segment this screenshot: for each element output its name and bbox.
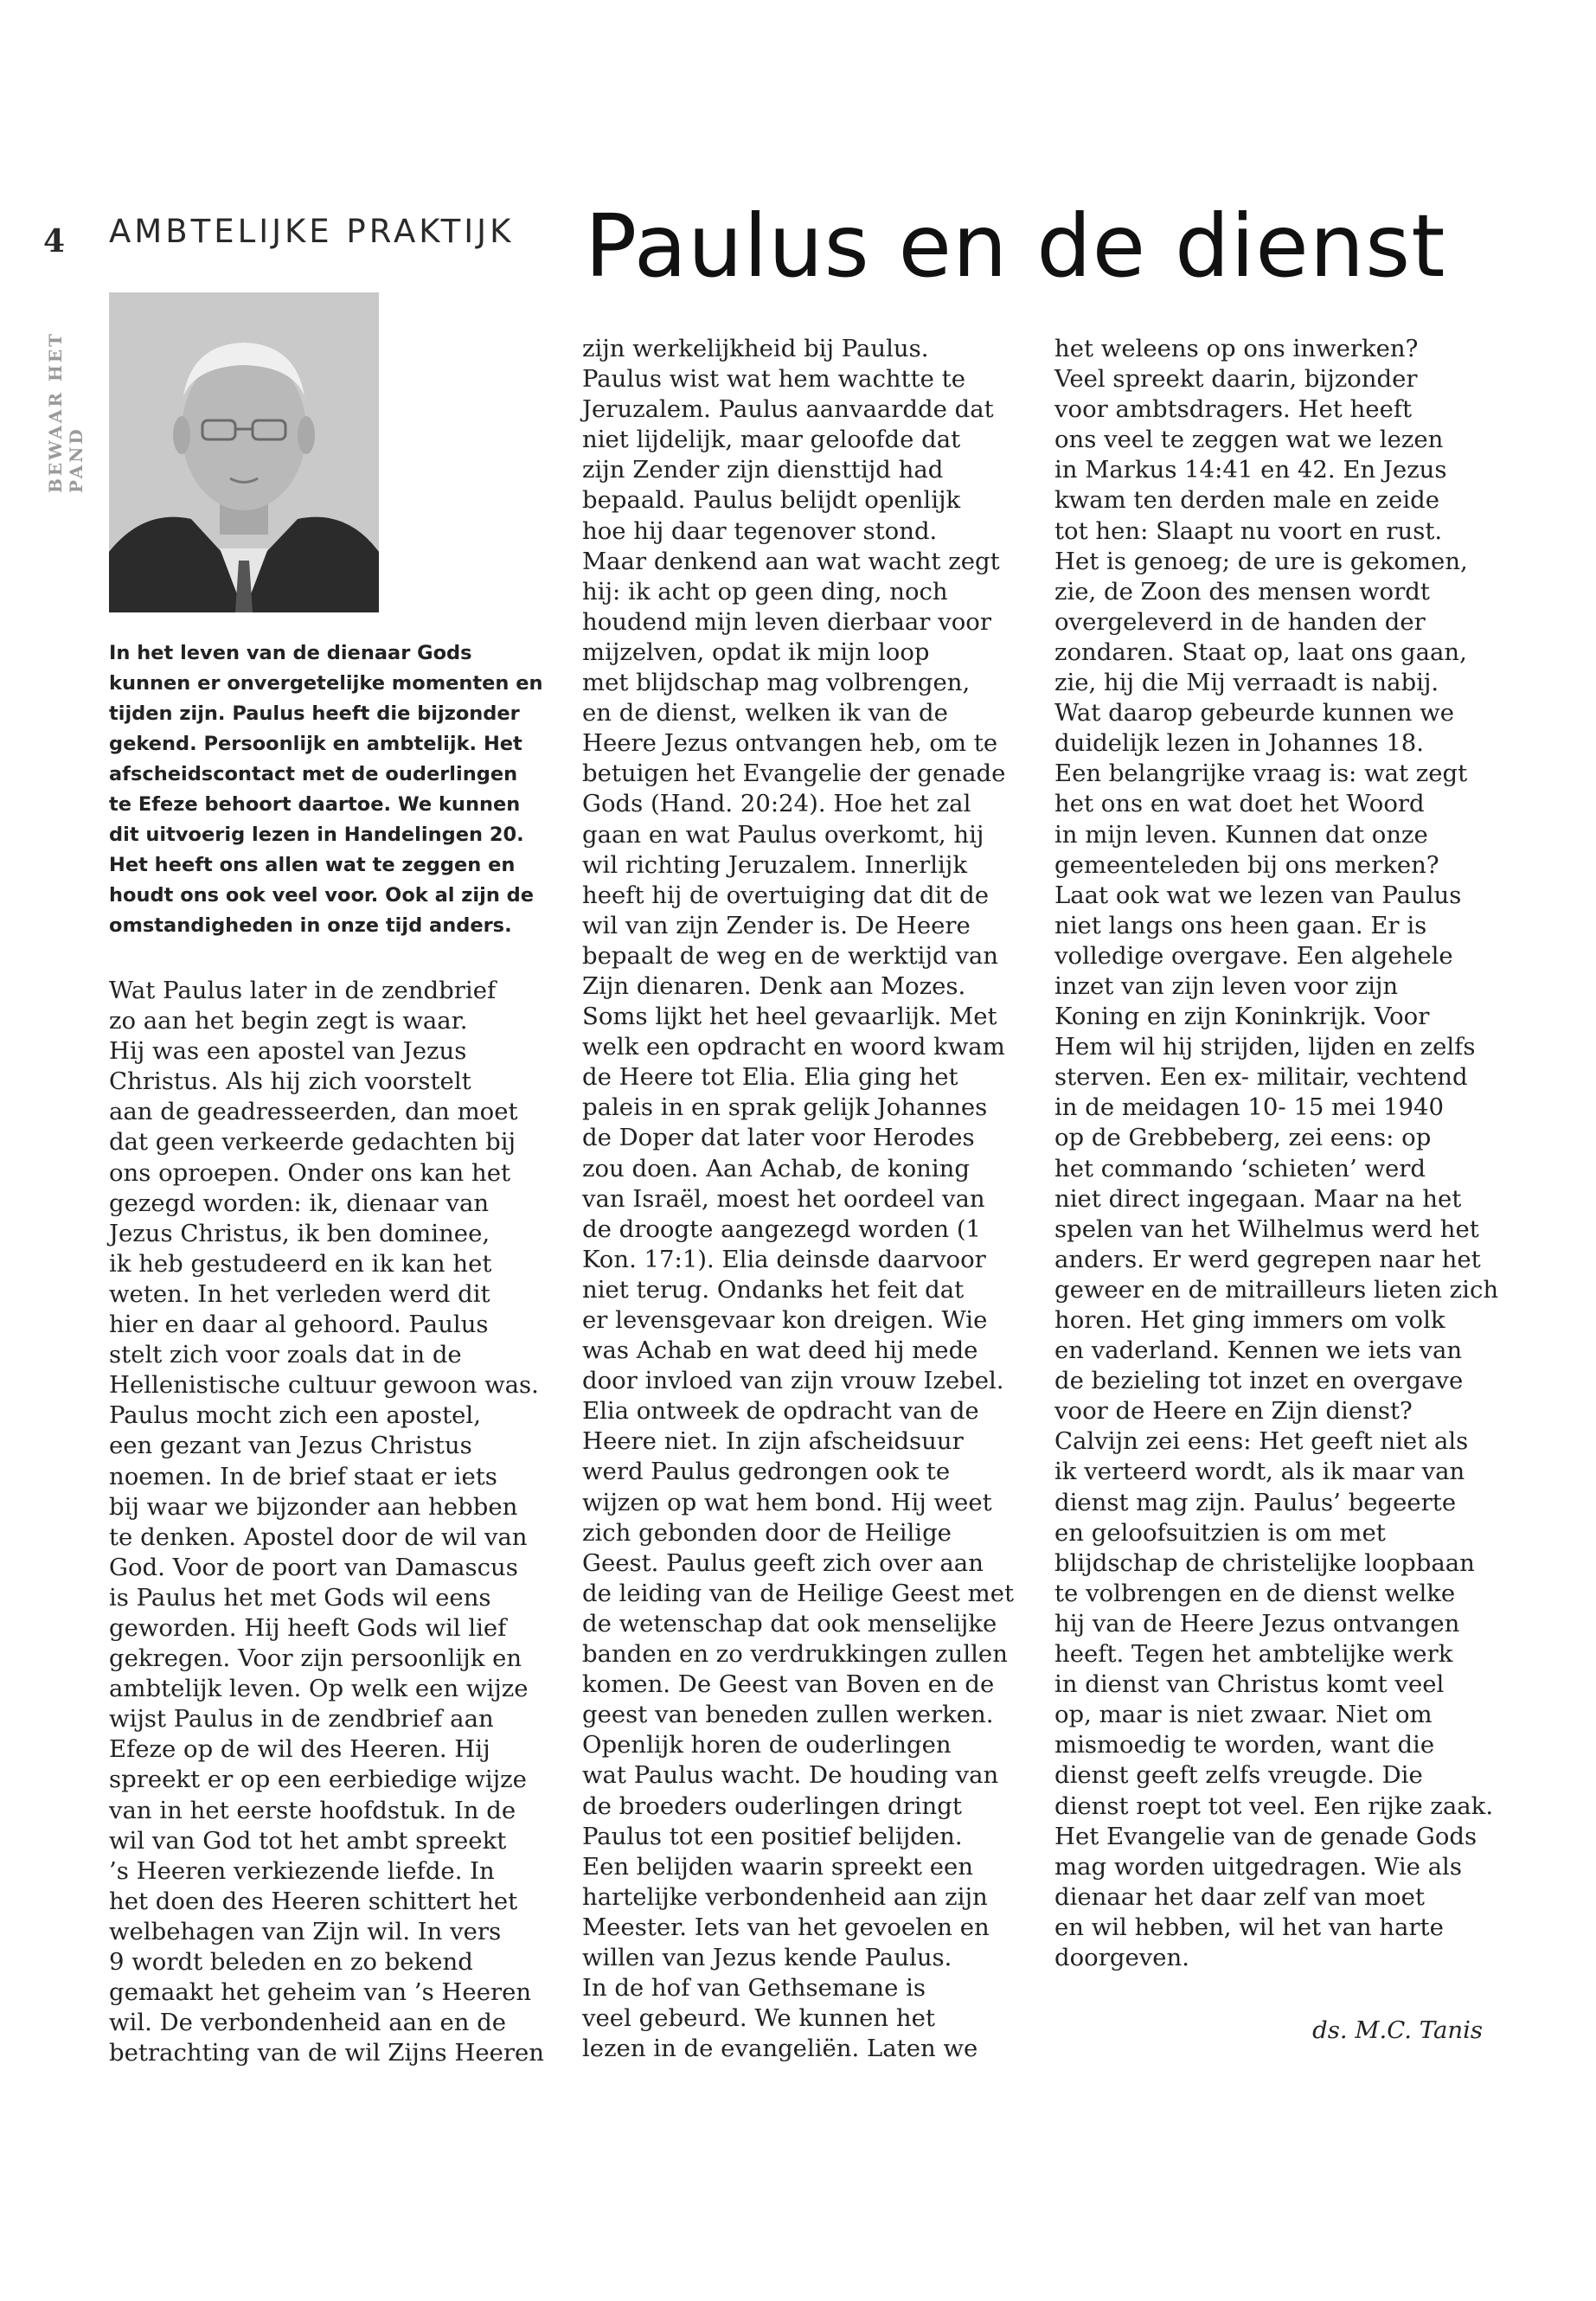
text-line: op de Grebbeberg, zei eens: op	[1054, 1124, 1432, 1152]
text-line: Het is genoeg; de ure is gekomen,	[1054, 547, 1468, 575]
text-line: Heere niet. In zijn afscheidsuur	[582, 1427, 964, 1456]
text-line: zou doen. Aan Achab, de koning	[582, 1154, 970, 1183]
text-line: de wetenschap dat ook menselijke	[582, 1609, 997, 1638]
text-line: ons veel te zeggen wat we lezen	[1054, 426, 1444, 454]
text-line: kunnen er onvergetelijke momenten en	[109, 672, 543, 695]
text-line: zie, hij die Mij verraadt is nabij.	[1054, 669, 1439, 697]
text-line: niet lijdelijk, maar geloofde dat	[582, 426, 961, 454]
text-line: te denken. Apostel door de wil van	[109, 1522, 528, 1551]
text-line: er levensgevaar kon dreigen. Wie	[582, 1306, 988, 1334]
text-line: in de meidagen 10- 15 mei 1940	[1054, 1093, 1444, 1122]
text-line: geest van beneden zullen werken.	[582, 1701, 994, 1729]
text-line: houdt ons ook veel voor. Ook al zijn de	[109, 884, 535, 907]
text-line: Maar denkend aan wat wacht zegt	[582, 547, 1000, 575]
text-line: wil richting Jeruzalem. Innerlijk	[582, 850, 967, 879]
text-line: gemaakt het geheim van ’s Heeren	[109, 1978, 532, 2007]
text-line: blijdschap de christelijke loopbaan	[1054, 1548, 1475, 1577]
text-line: ambtelijk leven. Op welk een wijze	[109, 1675, 529, 1703]
text-line: Paulus mocht zich een apostel,	[109, 1401, 481, 1430]
text-line: niet direct ingegaan. Maar na het	[1054, 1184, 1462, 1213]
text-line: inzet van zijn leven voor zijn	[1054, 971, 1399, 1000]
text-line: de broeders ouderlingen dringt	[582, 1791, 962, 1820]
text-line: voor ambtsdragers. Het heeft	[1054, 395, 1413, 424]
text-line: niet terug. Ondanks het feit dat	[582, 1275, 965, 1304]
text-line: komen. De Geest van Boven en de	[582, 1670, 995, 1699]
text-line: en de dienst, welken ik van de	[582, 699, 948, 727]
text-line: spreekt er op een eerbiedige wijze	[109, 1766, 527, 1794]
text-line: ik verteerd wordt, als ik maar van	[1054, 1458, 1465, 1486]
text-line: de Doper dat later voor Herodes	[582, 1124, 975, 1152]
text-line: omstandigheden in onze tijd anders.	[109, 914, 512, 937]
text-line: Calvijn zei eens: Het geeft niet als	[1054, 1427, 1469, 1456]
text-line: wat Paulus wacht. De houding van	[582, 1761, 999, 1790]
text-line: Hij was een apostel van Jezus	[109, 1037, 467, 1066]
text-line: Wat daarop gebeurde kunnen we	[1054, 699, 1455, 727]
text-line: dienaar het daar zelf van moet	[1054, 1882, 1425, 1911]
text-line: en geloofsuitzien is om met	[1054, 1518, 1386, 1547]
text-line: veel gebeurd. We kunnen het	[582, 2004, 935, 2033]
text-line: lezen in de evangeliën. Laten we	[582, 2035, 978, 2063]
text-line: Zijn dienaren. Denk aan Mozes.	[582, 971, 966, 1000]
text-line: Openlijk horen de ouderlingen	[582, 1731, 952, 1759]
text-line: hartelijke verbondenheid aan zijn	[582, 1882, 988, 1911]
text-line: 9 wordt beleden en zo bekend	[109, 1948, 473, 1976]
text-line: door invloed van zijn vrouw Izebel.	[582, 1367, 1004, 1395]
text-line: noemen. In de brief staat er iets	[109, 1462, 497, 1490]
text-line: Kon. 17:1). Elia deinsde daarvoor	[582, 1245, 986, 1273]
section-title: AMBTELIJKE PRAKTIJK	[109, 213, 515, 250]
text-line: hij: ik acht op geen ding, noch	[582, 577, 948, 606]
text-line: dienst roept tot veel. Een rijke zaak.	[1054, 1791, 1494, 1820]
text-line: zijn werkelijkheid bij Paulus.	[582, 335, 929, 362]
text-line: paleis in en sprak gelijk Johannes	[582, 1093, 988, 1122]
text-line: hoe hij daar tegenover stond.	[582, 516, 938, 545]
text-line: banden en zo verdrukkingen zullen	[582, 1640, 1008, 1669]
text-line: ’s Heeren verkiezende liefde. In	[109, 1856, 495, 1885]
text-line: met blijdschap mag volbrengen,	[582, 669, 971, 697]
text-line: Veel spreekt daarin, bijzonder	[1054, 365, 1418, 394]
text-line: Jeruzalem. Paulus aanvaardde dat	[582, 395, 994, 424]
text-line: Hellenistische cultuur gewoon was.	[109, 1371, 539, 1400]
text-line: betrachting van de wil Zijns Heeren	[109, 2039, 545, 2067]
column-2	[582, 334, 1032, 2064]
text-line: in mijn leven. Kunnen dat onze	[1054, 820, 1428, 849]
text-line: dat geen verkeerde gedachten bij	[109, 1128, 516, 1157]
text-line: mag worden uitgedragen. Wie als	[1054, 1852, 1462, 1881]
text-line: wijzen op wat hem bond. Hij weet	[582, 1488, 992, 1516]
text-line: horen. Het ging immers om volk	[1054, 1306, 1445, 1334]
text-line: Wat Paulus later in de zendbrief	[109, 977, 497, 1004]
text-line: heeft hij de overtuiging dat dit de	[582, 881, 990, 909]
text-line: gaan en wat Paulus overkomt, hij	[582, 820, 984, 849]
text-line: Paulus wist wat hem wachtte te	[582, 365, 965, 394]
intro-text	[109, 638, 554, 941]
text-line: welbehagen van Zijn wil. In vers	[109, 1917, 502, 1945]
text-line: tijden zijn. Paulus heeft die bijzonder	[109, 702, 520, 725]
text-line: Een belijden waarin spreekt een	[582, 1852, 973, 1881]
text-line: weten. In het verleden werd dit	[109, 1279, 490, 1308]
text-line: Laat ook wat we lezen van Paulus	[1054, 881, 1462, 909]
text-line: de droogte aangezegd worden (1	[582, 1215, 982, 1243]
text-line: Jezus Christus, ik ben dominee,	[109, 1219, 490, 1247]
text-line: het weleens op ons inwerken?	[1054, 335, 1419, 362]
text-line: het commando ‘schieten’ werd	[1054, 1154, 1426, 1183]
text-line: In het leven van de dienaar Gods	[109, 642, 472, 664]
text-line: gekregen. Voor zijn persoonlijk en	[109, 1644, 522, 1673]
text-line: afscheidscontact met de ouderlingen	[109, 763, 518, 785]
text-line: Het heeft ons allen wat te zeggen en	[109, 854, 516, 876]
text-line: geweer en de mitrailleurs lieten zich	[1054, 1275, 1499, 1304]
text-line: Soms lijkt het heel gevaarlijk. Met	[582, 1003, 997, 1031]
text-line: en wil hebben, wil het van harte	[1054, 1913, 1444, 1941]
text-line: zondaren. Staat op, laat ons gaan,	[1054, 638, 1467, 666]
text-line: sterven. Een ex- militair, vechtend	[1054, 1063, 1468, 1092]
text-line: heeft. Tegen het ambtelijke werk	[1054, 1640, 1453, 1669]
text-line: willen van Jezus kende Paulus.	[582, 1943, 952, 1971]
text-line: aan de geadresseerden, dan moet	[109, 1098, 518, 1126]
side-label: BEWAAR HET PAND	[45, 331, 87, 493]
text-line: van Israël, moest het oordeel van	[582, 1184, 985, 1213]
text-line: kwam ten derden male en zeide	[1054, 486, 1439, 515]
text-line: tot hen: Slaapt nu voort en rust.	[1054, 516, 1443, 545]
text-line: niet langs ons heen gaan. Er is	[1054, 911, 1427, 939]
author-signature: ds. M.C. Tanis	[1312, 2016, 1483, 2044]
text-line: in dienst van Christus komt veel	[1054, 1670, 1445, 1699]
text-line: van in het eerste hoofdstuk. In de	[109, 1796, 516, 1824]
text-line: In de hof van Gethsemane is	[582, 1974, 926, 2003]
text-line: is Paulus het met Gods wil eens	[109, 1583, 491, 1612]
text-line: Meester. Iets van het gevoelen en	[582, 1913, 990, 1941]
text-line: Gods (Hand. 20:24). Hoe het zal	[582, 790, 971, 818]
text-line: duidelijk lezen in Johannes 18.	[1054, 729, 1425, 758]
text-line: ik heb gestudeerd en ik kan het	[109, 1249, 492, 1278]
text-line: wil van zijn Zender is. De Heere	[582, 911, 971, 939]
text-line: het ons en wat doet het Woord	[1054, 790, 1425, 818]
text-line: spelen van het Wilhelmus werd het	[1054, 1215, 1479, 1243]
text-line: in Markus 14:41 en 42. En Jezus	[1054, 456, 1447, 484]
text-line: zo aan het begin zegt is waar.	[109, 1007, 468, 1035]
text-line: de bezieling tot inzet en overgave	[1054, 1367, 1464, 1395]
text-line: bepaalt de weg en de werktijd van	[582, 941, 998, 970]
text-line: Koning en zijn Koninkrijk. Voor	[1054, 1003, 1430, 1031]
page-number: 4	[43, 223, 66, 260]
text-line: wil van God tot het ambt spreekt	[109, 1826, 507, 1855]
text-line: bepaald. Paulus belijdt openlijk	[582, 486, 961, 515]
text-line: bij waar we bijzonder aan hebben	[109, 1492, 518, 1521]
text-line: Efeze op de wil des Heeren. Hij	[109, 1735, 490, 1764]
article-title: Paulus en de dienst	[585, 195, 1446, 297]
text-line: stelt zich voor zoals dat in de	[109, 1341, 462, 1369]
text-line: Heere Jezus ontvangen heb, om te	[582, 729, 998, 758]
text-line: was Achab en wat deed hij mede	[582, 1336, 978, 1365]
text-line: ons oproepen. Onder ons kan het	[109, 1158, 511, 1187]
text-line: betuigen het Evangelie der genade	[582, 760, 1006, 788]
text-line: en vaderland. Kennen we iets van	[1054, 1336, 1463, 1365]
text-line: God. Voor de poort van Damascus	[109, 1553, 518, 1581]
text-line: op, maar is niet zwaar. Niet om	[1054, 1701, 1433, 1729]
text-line: de leiding van de Heilige Geest met	[582, 1579, 1015, 1607]
text-line: houdend mijn leven dierbaar voor	[582, 607, 991, 636]
text-line: overgeleverd in de handen der	[1054, 607, 1426, 636]
text-line: dienst geeft zelfs vreugde. Die	[1054, 1761, 1423, 1790]
text-line: volledige overgave. Een algehele	[1054, 941, 1453, 970]
text-line: de Heere tot Elia. Elia ging het	[582, 1063, 958, 1092]
text-line: zie, de Zoon des mensen wordt	[1054, 577, 1430, 606]
text-line: zich gebonden door de Heilige	[582, 1518, 952, 1547]
text-line: voor de Heere en Zijn dienst?	[1054, 1397, 1413, 1426]
text-line: dit uitvoerig lezen in Handelingen 20.	[109, 824, 524, 846]
text-line: Het Evangelie van de genade Gods	[1054, 1822, 1477, 1850]
text-line: werd Paulus gedrongen ook te	[582, 1458, 951, 1486]
column-3	[1054, 334, 1504, 1973]
text-line: wijst Paulus in de zendbrief aan	[109, 1705, 494, 1734]
text-line: gekend. Persoonlijk en ambtelijk. Het	[109, 733, 522, 755]
text-line: wil. De verbondenheid aan en de	[109, 2009, 507, 2037]
author-portrait	[109, 292, 379, 612]
text-line: gezegd worden: ik, dienaar van	[109, 1189, 490, 1217]
column-1	[109, 976, 559, 2068]
text-line: anders. Er werd gegrepen naar het	[1054, 1245, 1481, 1273]
text-line: Geest. Paulus geeft zich over aan	[582, 1548, 984, 1577]
text-line: Een belangrijke vraag is: wat zegt	[1054, 760, 1468, 788]
text-line: een gezant van Jezus Christus	[109, 1432, 472, 1460]
text-line: mijzelven, opdat ik mijn loop	[582, 638, 930, 666]
text-line: te Efeze behoort daartoe. We kunnen	[109, 793, 521, 816]
text-line: te volbrengen en de dienst welke	[1054, 1579, 1456, 1607]
text-line: geworden. Hij heeft Gods wil lief	[109, 1613, 507, 1642]
text-line: dienst mag zijn. Paulus’ begeerte	[1054, 1488, 1457, 1516]
text-line: welk een opdracht en woord kwam	[582, 1033, 1005, 1061]
text-line: gemeenteleden bij ons merken?	[1054, 850, 1439, 879]
text-line: Christus. Als hij zich voorstelt	[109, 1067, 471, 1096]
text-line: Paulus tot een positief belijden.	[582, 1822, 963, 1850]
text-line: hij van de Heere Jezus ontvangen	[1054, 1609, 1460, 1638]
text-line: doorgeven.	[1054, 1943, 1190, 1971]
text-line: het doen des Heeren schittert het	[109, 1887, 518, 1915]
text-line: Elia ontweek de opdracht van de	[582, 1397, 979, 1426]
text-line: hier en daar al gehoord. Paulus	[109, 1311, 489, 1339]
text-line: Hem wil hij strijden, lijden en zelfs	[1054, 1033, 1476, 1061]
text-line: zijn Zender zijn diensttijd had	[582, 456, 944, 484]
text-line: mismoedig te worden, want die	[1054, 1731, 1435, 1759]
